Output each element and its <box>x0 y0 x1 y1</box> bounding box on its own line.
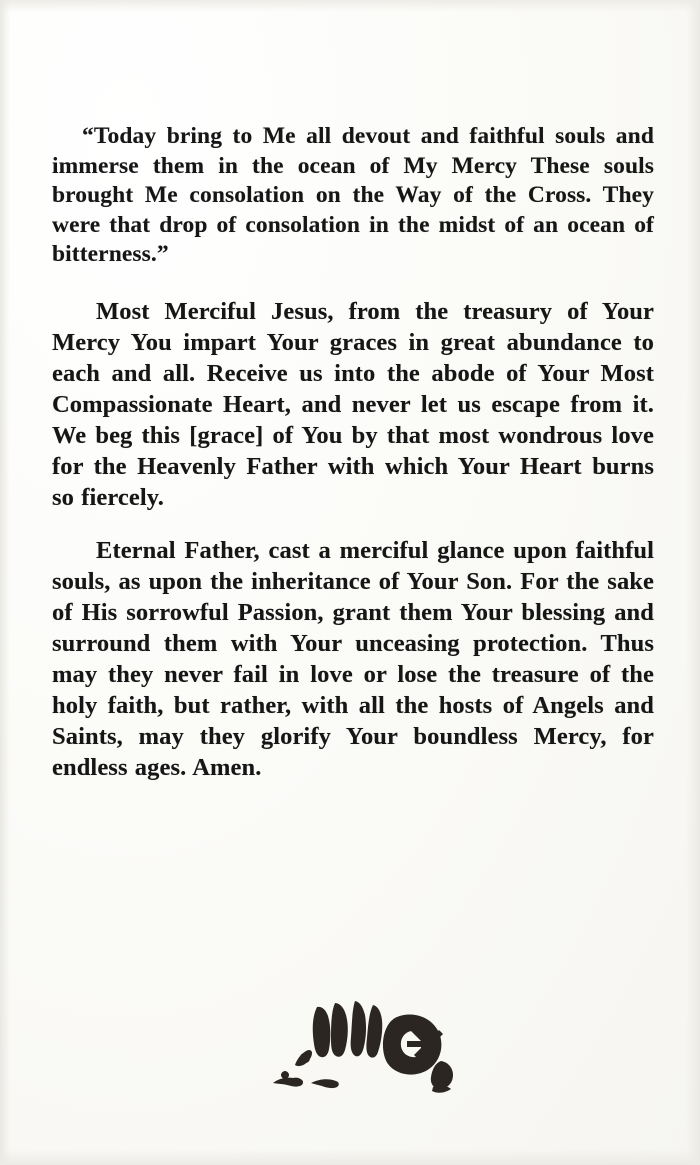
floral-ink-ornament <box>0 987 700 1107</box>
page-text-block <box>52 122 654 783</box>
page-edge-top <box>0 0 700 12</box>
paragraph-prayer-jesus: Most Merciful Jesus, from the treasury of Your Mercy You impart Your graces in great abundance to each and all. Receive us into the abode of Your Most Compassionate Heart, and never let us escape from it. We beg this [grace] of You by that most wondrous love for the Heavenly Father with which Your Heart burns so fiercely. <box>52 297 654 511</box>
paragraph-prayer-father: Eternal Father, cast a merciful glance upon faithful souls, as upon the inheritance of Your Son. For the sake of His sorrowful Passion, grant them Your blessing and surround them with Your unceasing protection. Thus may they never fail in love or lose the treasure of the holy faith, but rather, with all the hosts of Angels and Saints, may they glorify Your boundless Mercy, for endless ages. Amen. <box>52 536 654 781</box>
paragraph-quote: “Today bring to Me all devout and faithful souls and immerse them in the ocean of My Mercy These souls brought Me consolation on the Way of the Cross. They were that drop of consolation in the midst of an ocean of bitterness.” <box>52 123 654 267</box>
page-edge-bottom <box>0 1149 700 1165</box>
